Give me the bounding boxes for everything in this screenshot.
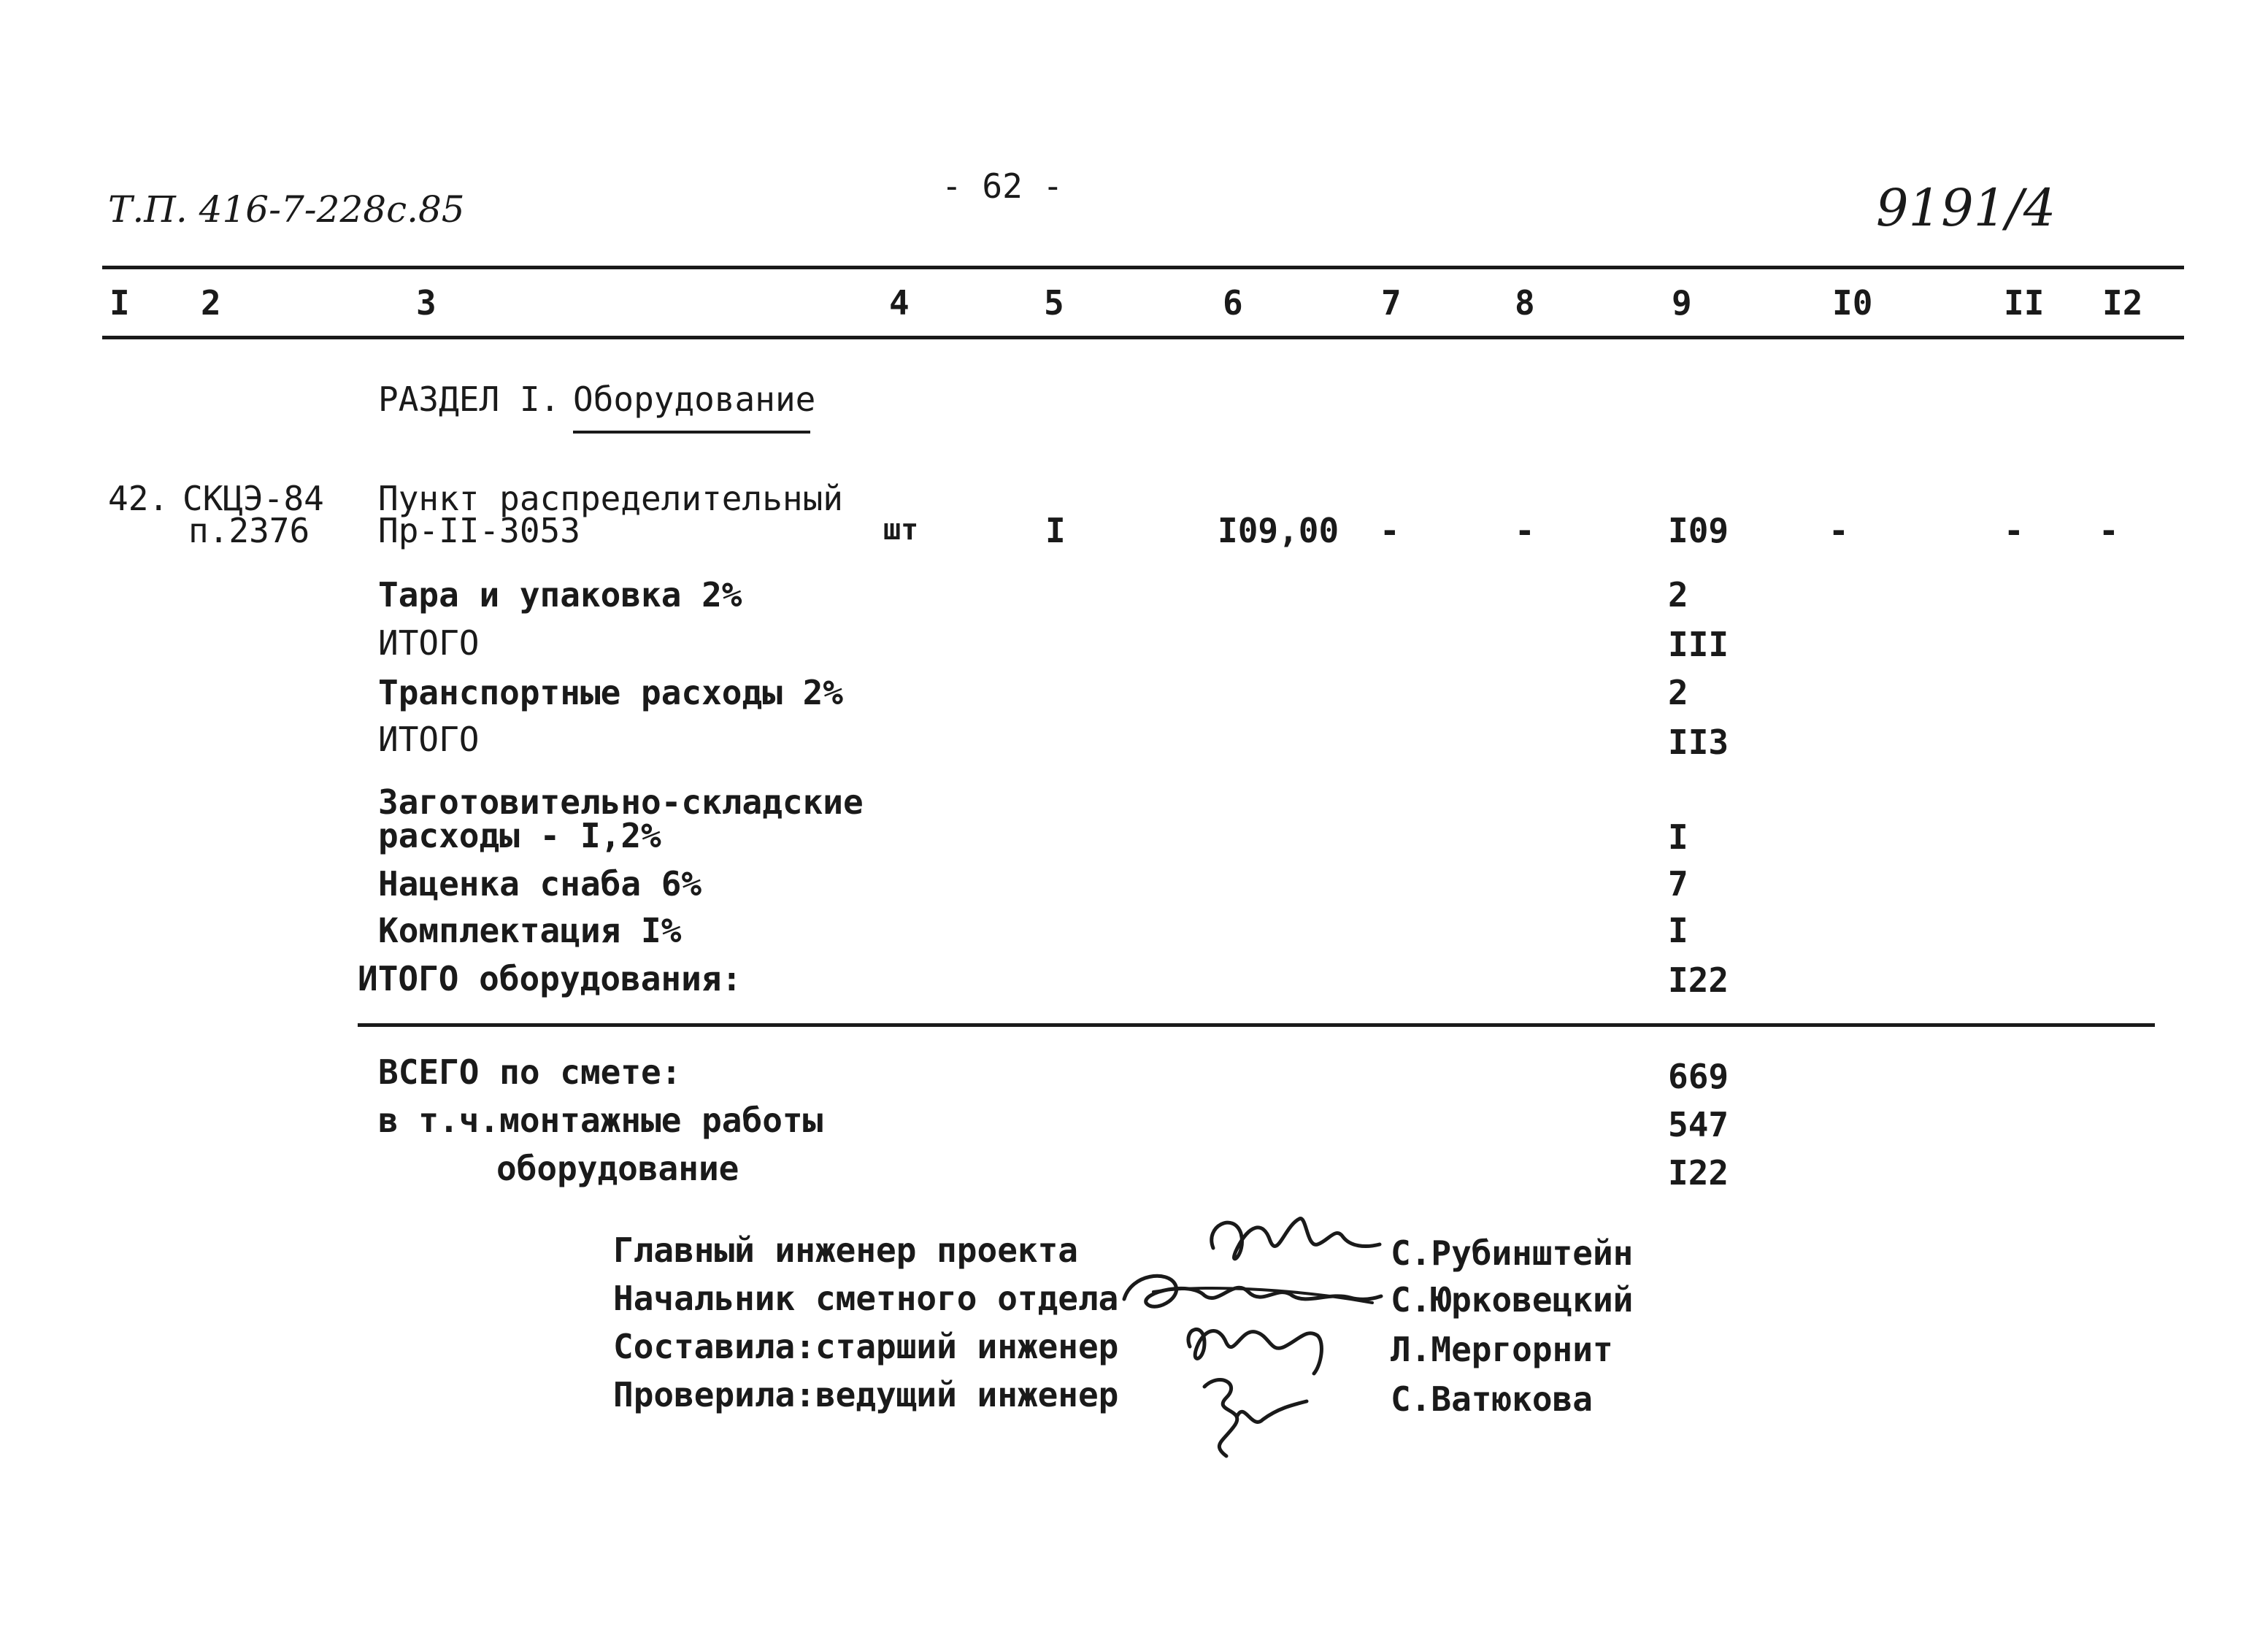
column-number: 7 (1381, 283, 1402, 323)
item-col12: - (2099, 511, 2119, 550)
signatory-name: С.Рубинштейн (1391, 1233, 1634, 1273)
column-number: 6 (1223, 283, 1243, 323)
column-number: I2 (2102, 283, 2143, 323)
column-number: I (109, 283, 130, 323)
calc-row-value: 2 (1668, 673, 1688, 712)
grand-total-label: ВСЕГО по смете: (378, 1052, 682, 1092)
calc-row-label: ИТОГО (378, 720, 480, 759)
item-col8: - (1515, 511, 1535, 550)
totals-separator-rule (358, 1023, 2155, 1027)
item-unit: шт (883, 513, 919, 547)
item-number: 42. (108, 479, 169, 518)
signatory-role: Составила:старший инженер (613, 1327, 1119, 1366)
column-number: 5 (1044, 283, 1064, 323)
handwritten-signature (1183, 1365, 1329, 1463)
signatory-name: С.Ватюкова (1391, 1379, 1593, 1419)
item-name: Пункт распределительный (378, 479, 843, 518)
column-number: I0 (1832, 283, 1873, 323)
item-col7: - (1380, 511, 1400, 550)
installation-works-value: 547 (1668, 1105, 1729, 1144)
grand-total-value: 669 (1668, 1057, 1729, 1096)
calc-row-label: ИТОГО (378, 623, 480, 663)
signatory-name: Л.Мергорнит (1391, 1330, 1613, 1369)
calc-row-value: 7 (1668, 864, 1688, 904)
page-number: - 62 - (942, 166, 1064, 206)
calc-row-value: I22 (1668, 960, 1729, 1000)
calc-row-label: Тара и упаковка 2% (378, 575, 742, 615)
equipment-total-label: оборудование (496, 1149, 739, 1188)
calc-row-value: III (1668, 625, 1729, 664)
calc-row-label-continued: расходы - I,2% (378, 816, 661, 855)
column-number: 9 (1672, 283, 1692, 323)
section-prefix: РАЗДЕЛ I. (378, 380, 561, 419)
section-title-underline (573, 431, 810, 434)
item-col10: - (1829, 511, 1849, 550)
calc-row-value: I (1668, 817, 1688, 857)
item-col11: - (2004, 511, 2024, 550)
equipment-total-value: I22 (1668, 1153, 1729, 1193)
calc-row-label: ИТОГО оборудования: (358, 959, 742, 998)
header-top-rule (102, 266, 2184, 269)
signatory-role: Проверила:ведущий инженер (613, 1375, 1119, 1414)
calc-row-label: Заготовительно-складские (378, 782, 864, 822)
handwritten-signature (1110, 1263, 1387, 1321)
item-model: Пр-II-3053 (378, 511, 580, 550)
document-reference: Т.П. 416-7-228с.85 (108, 188, 465, 231)
sheet-reference: 9191/4 (1876, 178, 2056, 238)
item-quantity: I (1045, 511, 1066, 550)
column-number: 2 (201, 283, 221, 323)
calc-row-label: Наценка снаба 6% (378, 864, 702, 904)
signatory-role: Главный инженер проекта (613, 1231, 1078, 1270)
installation-works-label: в т.ч.монтажные работы (378, 1101, 823, 1140)
column-number: 3 (416, 283, 437, 323)
calc-row-label: Комплектация I% (378, 911, 682, 950)
item-code: СКЦЭ-84 (182, 479, 324, 518)
calc-row-label: Транспортные расходы 2% (378, 673, 843, 712)
header-bottom-rule (102, 336, 2184, 339)
item-code-reference: п.2376 (188, 511, 310, 550)
column-number: II (2004, 283, 2045, 323)
column-number: 8 (1515, 283, 1535, 323)
calc-row-value: II3 (1668, 723, 1729, 762)
signatory-role: Начальник сметного отдела (613, 1279, 1119, 1318)
calc-row-value: 2 (1668, 575, 1688, 615)
calc-row-value: I (1668, 911, 1688, 950)
item-unit-price: I09,00 (1218, 511, 1339, 550)
item-total: I09 (1668, 511, 1729, 550)
section-title: Оборудование (573, 380, 816, 419)
signatory-name: С.Юрковецкий (1391, 1280, 1634, 1320)
column-number: 4 (889, 283, 910, 323)
